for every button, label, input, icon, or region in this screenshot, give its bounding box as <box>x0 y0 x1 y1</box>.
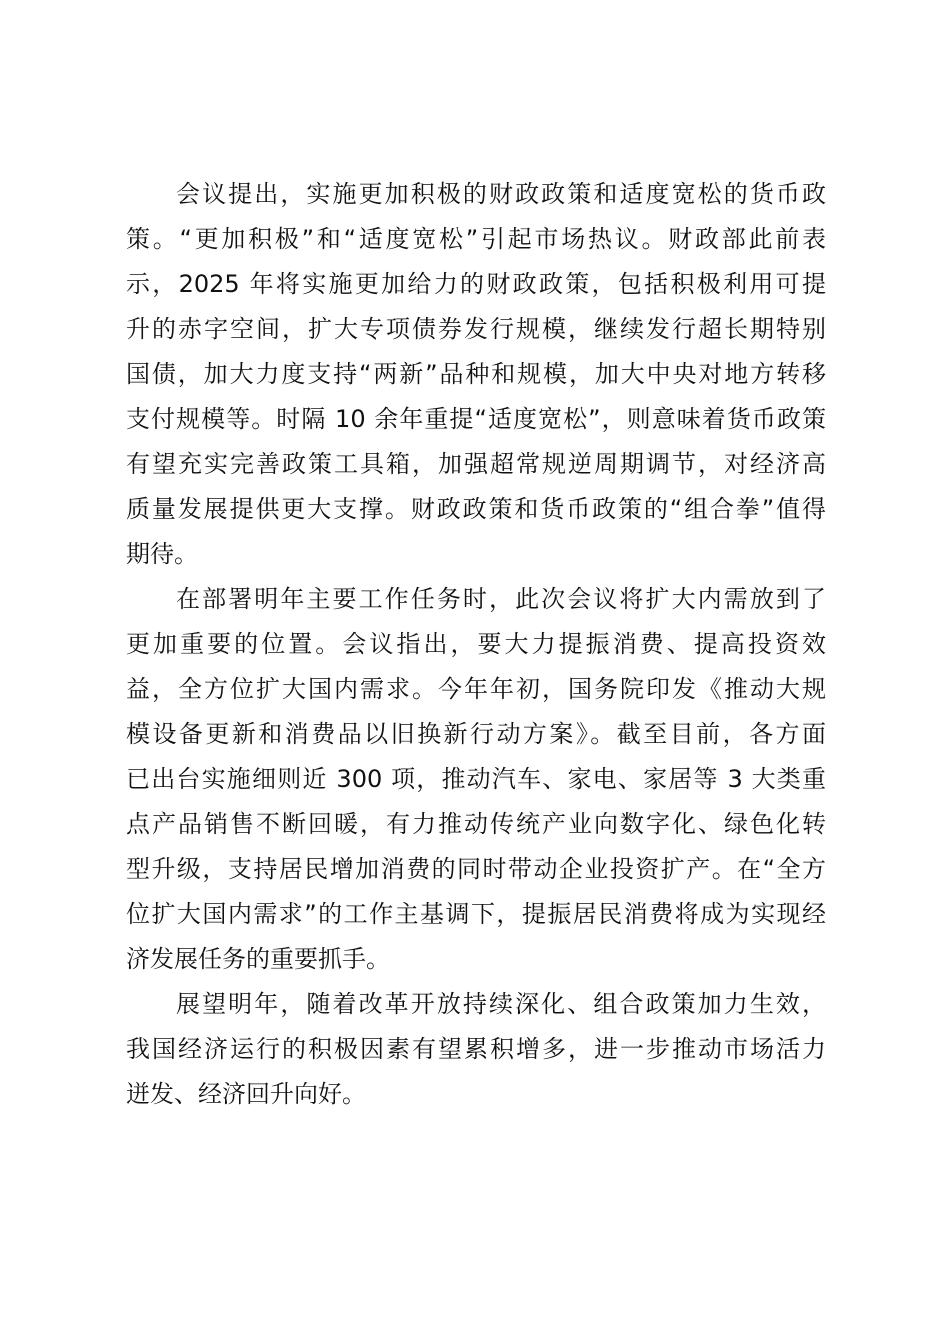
paragraph-line: 位扩大国内需求”的工作主基调下，提振居民消费将成为实现经 <box>126 900 826 928</box>
paragraph-line: 已出台实施细则近 300 项，推动汽车、家电、家居等 3 大类重 <box>126 765 826 793</box>
paragraph-2 <box>126 577 826 982</box>
paragraph-line: 支付规模等。时隔 10 余年重提“适度宽松”，则意味着货币政策 <box>126 405 826 433</box>
paragraph-line: 济发展任务的重要抓手。 <box>126 945 390 973</box>
paragraph-line: 点产品销售不断回暖，有力推动传统产业向数字化、绿色化转 <box>126 810 826 838</box>
document-body <box>126 172 826 1117</box>
paragraph-line: 质量发展提供更大支撑。财政政策和货币政策的“组合拳”值得 <box>126 495 826 523</box>
paragraph-line: 展望明年，随着改革开放持续深化、组合政策加力生效， <box>176 990 826 1018</box>
paragraph-line: 我国经济运行的积极因素有望累积增多，进一步推动市场活力 <box>126 1035 826 1063</box>
paragraph-line: 策。“更加积极”和“适度宽松”引起市场热议。财政部此前表 <box>126 225 826 253</box>
paragraph-line: 期待。 <box>126 540 198 568</box>
paragraph-3 <box>126 982 826 1117</box>
paragraph-line: 模设备更新和消费品以旧换新行动方案》。截至目前，各方面 <box>126 720 826 748</box>
paragraph-line: 示，2025 年将实施更加给力的财政政策，包括积极利用可提 <box>126 270 826 298</box>
paragraph-line: 更加重要的位置。会议指出，要大力提振消费、提高投资效 <box>126 630 826 658</box>
paragraph-1 <box>126 172 826 577</box>
paragraph-line: 益，全方位扩大国内需求。今年年初，国务院印发《推动大规 <box>126 675 826 703</box>
paragraph-line: 型升级，支持居民增加消费的同时带动企业投资扩产。在“全方 <box>126 855 826 883</box>
paragraph-line: 在部署明年主要工作任务时，此次会议将扩大内需放到了 <box>176 585 826 613</box>
paragraph-line: 国债，加大力度支持“两新”品种和规模，加大中央对地方转移 <box>126 360 826 388</box>
paragraph-line: 迸发、经济回升向好。 <box>126 1080 366 1108</box>
paragraph-line: 会议提出，实施更加积极的财政政策和适度宽松的货币政 <box>176 180 826 208</box>
paragraph-line: 有望充实完善政策工具箱，加强超常规逆周期调节，对经济高 <box>126 450 826 478</box>
paragraph-line: 升的赤字空间，扩大专项债券发行规模，继续发行超长期特别 <box>126 315 826 343</box>
